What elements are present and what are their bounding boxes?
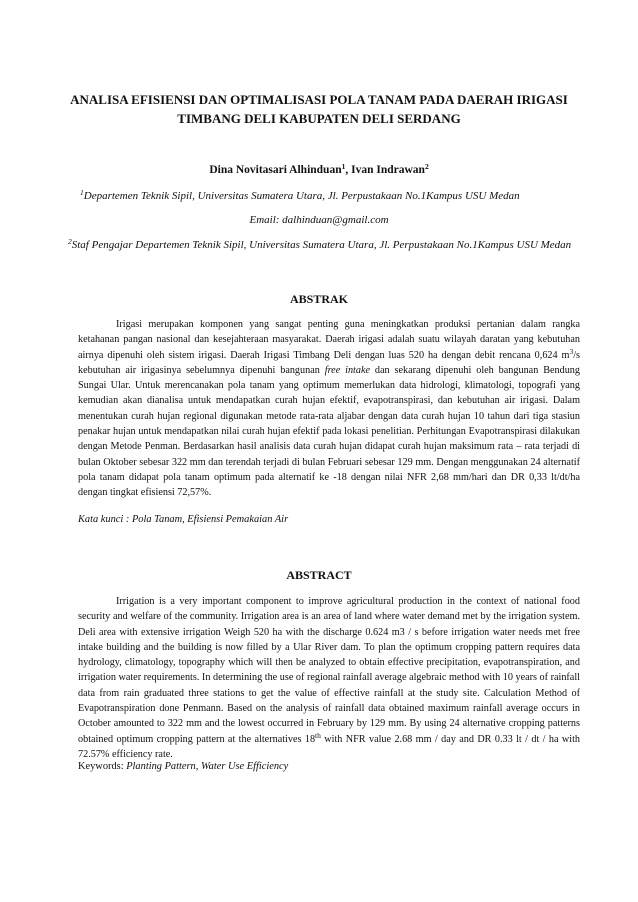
abstract-ordinal-superscript: th bbox=[315, 730, 321, 740]
keywords-value: Planting Pattern, Water Use Efficiency bbox=[126, 761, 289, 772]
abstract-heading: ABSTRACT bbox=[286, 568, 352, 582]
abstrak-italic-term: free intake bbox=[324, 364, 371, 376]
abstract-text-part-1: Irrigation is a very important component to improve agricultural production in the context of national food security and welfare of the community. Irrigation area is an area of land where water demand met by the irrigation system. Deli area with extensive irrigation Weigh 520 ha with the discharge 0.624 m3 / s before irrigation water needs met free intake building and the building is now filled by a Ular River dam. To plan the optimum cropping pattern requires data hydrology, climatology, topography which will then be analyzed to obtain effective precipitation, evapotranspiration, and irrigation water requirements. In determining the use of regional rainfall average algebraic method with 10 years of rainfall data from rain graduated three stations to get the value of effective rainfall at the study site. Calculation Method of Evapotranspiration done Penmann. Based on the analysis of rainfall data obtained maximum rainfall average occurs in October amounted to 322 mm and the lowest occurred in February by 129 mm. By using 24 alternative cropping patterns obtained optimum cropping pattern at the alternatives 18 bbox=[78, 596, 580, 745]
affiliation-2-superscript: 2 bbox=[68, 237, 72, 246]
author-list bbox=[40, 164, 598, 176]
author-2-superscript: 2 bbox=[424, 162, 429, 171]
affiliation-2 bbox=[68, 239, 608, 251]
keywords-label: Keywords: bbox=[78, 761, 127, 772]
affiliation-1-superscript: 1 bbox=[80, 188, 84, 197]
abstrak-paragraph bbox=[78, 317, 580, 501]
abstrak-heading: ABSTRAK bbox=[289, 292, 348, 306]
abstrak-text-part-2: /s kebutuhan air irigasinya sebelumnya dipenuhi bangunan bbox=[78, 349, 580, 376]
affiliation-1 bbox=[80, 190, 600, 202]
abstrak-text-part-1: Irigasi merupakan komponen yang sangat penting guna meningkatkan produksi pertanian dalam rangka ketahanan pangan nasional dan kesejahteraan masyarakat. Daerah irigasi adalah suatu wilayah daratan yang kebutuhan airnya dipenuhi oleh sistem irigasi. Daerah Irigasi Timbang Deli dengan luas 520 ha dengan debit rencana 0,624 m bbox=[78, 319, 580, 361]
title-line-1: ANALISA EFISIENSI DAN OPTIMALISASI POLA TANAM PADA DAERAH IRIGASI bbox=[70, 92, 568, 107]
abstract-paragraph bbox=[78, 594, 580, 762]
paper-title bbox=[40, 90, 598, 128]
author-email: Email: dalhinduan@gmail.com bbox=[249, 214, 389, 226]
title-line-2: TIMBANG DELI KABUPATEN DELI SERDANG bbox=[177, 111, 461, 126]
author-1-superscript: 1 bbox=[341, 162, 346, 171]
abstrak-text-part-3: dan sekarang dipenuhi oleh bangunan Bendung Sungai Ular. Untuk merencanakan pola tanam yang optimum memerlukan data hidrologi, klimatologi, topografi yang kemudian akan dianalisa untuk mendapatkan curah hujan efektif, evapotranspirasi, dan kebutuhan air irigasi. Dalam menentukan curah hujan regional digunakan metode rata-rata aljabar dengan data curah hujan 10 tahun dari tiga stasiun penakar hujan untuk mendapatkan nilai curah hujan efektif pada lokasi penelitian. Perhitungan Evapotranspirasi dilakukan dengan Metode Penman. Berdasarkan hasil analisis data curah hujan didapat curah hujan maksimum rata – rata terjadi di bulan Oktober sebesar 322 mm dan terendah terjadi di bulan Februari sebesar 129 mm. Dengan menggunakan 24 alternatif pola tanam didapat pola tanam optimum pada alternatif ke -18 dengan nilai NFR 2,68 mm/hari dan DR 0,33 lt/dt/ha dengan tingkat efisiensi 72,57%. bbox=[78, 364, 580, 499]
affiliation-2-text: Staf Pengajar Departemen Teknik Sipil, Universitas Sumatera Utara, Jl. Perpustakaan No.1Kampus USU Medan bbox=[71, 239, 572, 251]
author-2-name: Ivan Indrawan bbox=[351, 164, 425, 176]
author-1-name: Dina Novitasari Alhinduan bbox=[209, 164, 342, 176]
affiliation-1-text: Departemen Teknik Sipil, Universitas Sumatera Utara, Jl. Perpustakaan No.1Kampus USU Medan bbox=[83, 190, 520, 202]
author-separator: , bbox=[345, 164, 352, 176]
keywords bbox=[78, 761, 580, 772]
kata-kunci: Kata kunci : Pola Tanam, Efisiensi Pemakaian Air bbox=[78, 514, 289, 525]
abstract-text-part-2: with NFR value 2.68 mm / day and DR 0.33 lt / dt / ha with 72.57% efficiency rate. bbox=[78, 733, 580, 760]
abstrak-unit-superscript: 3 bbox=[569, 346, 574, 356]
